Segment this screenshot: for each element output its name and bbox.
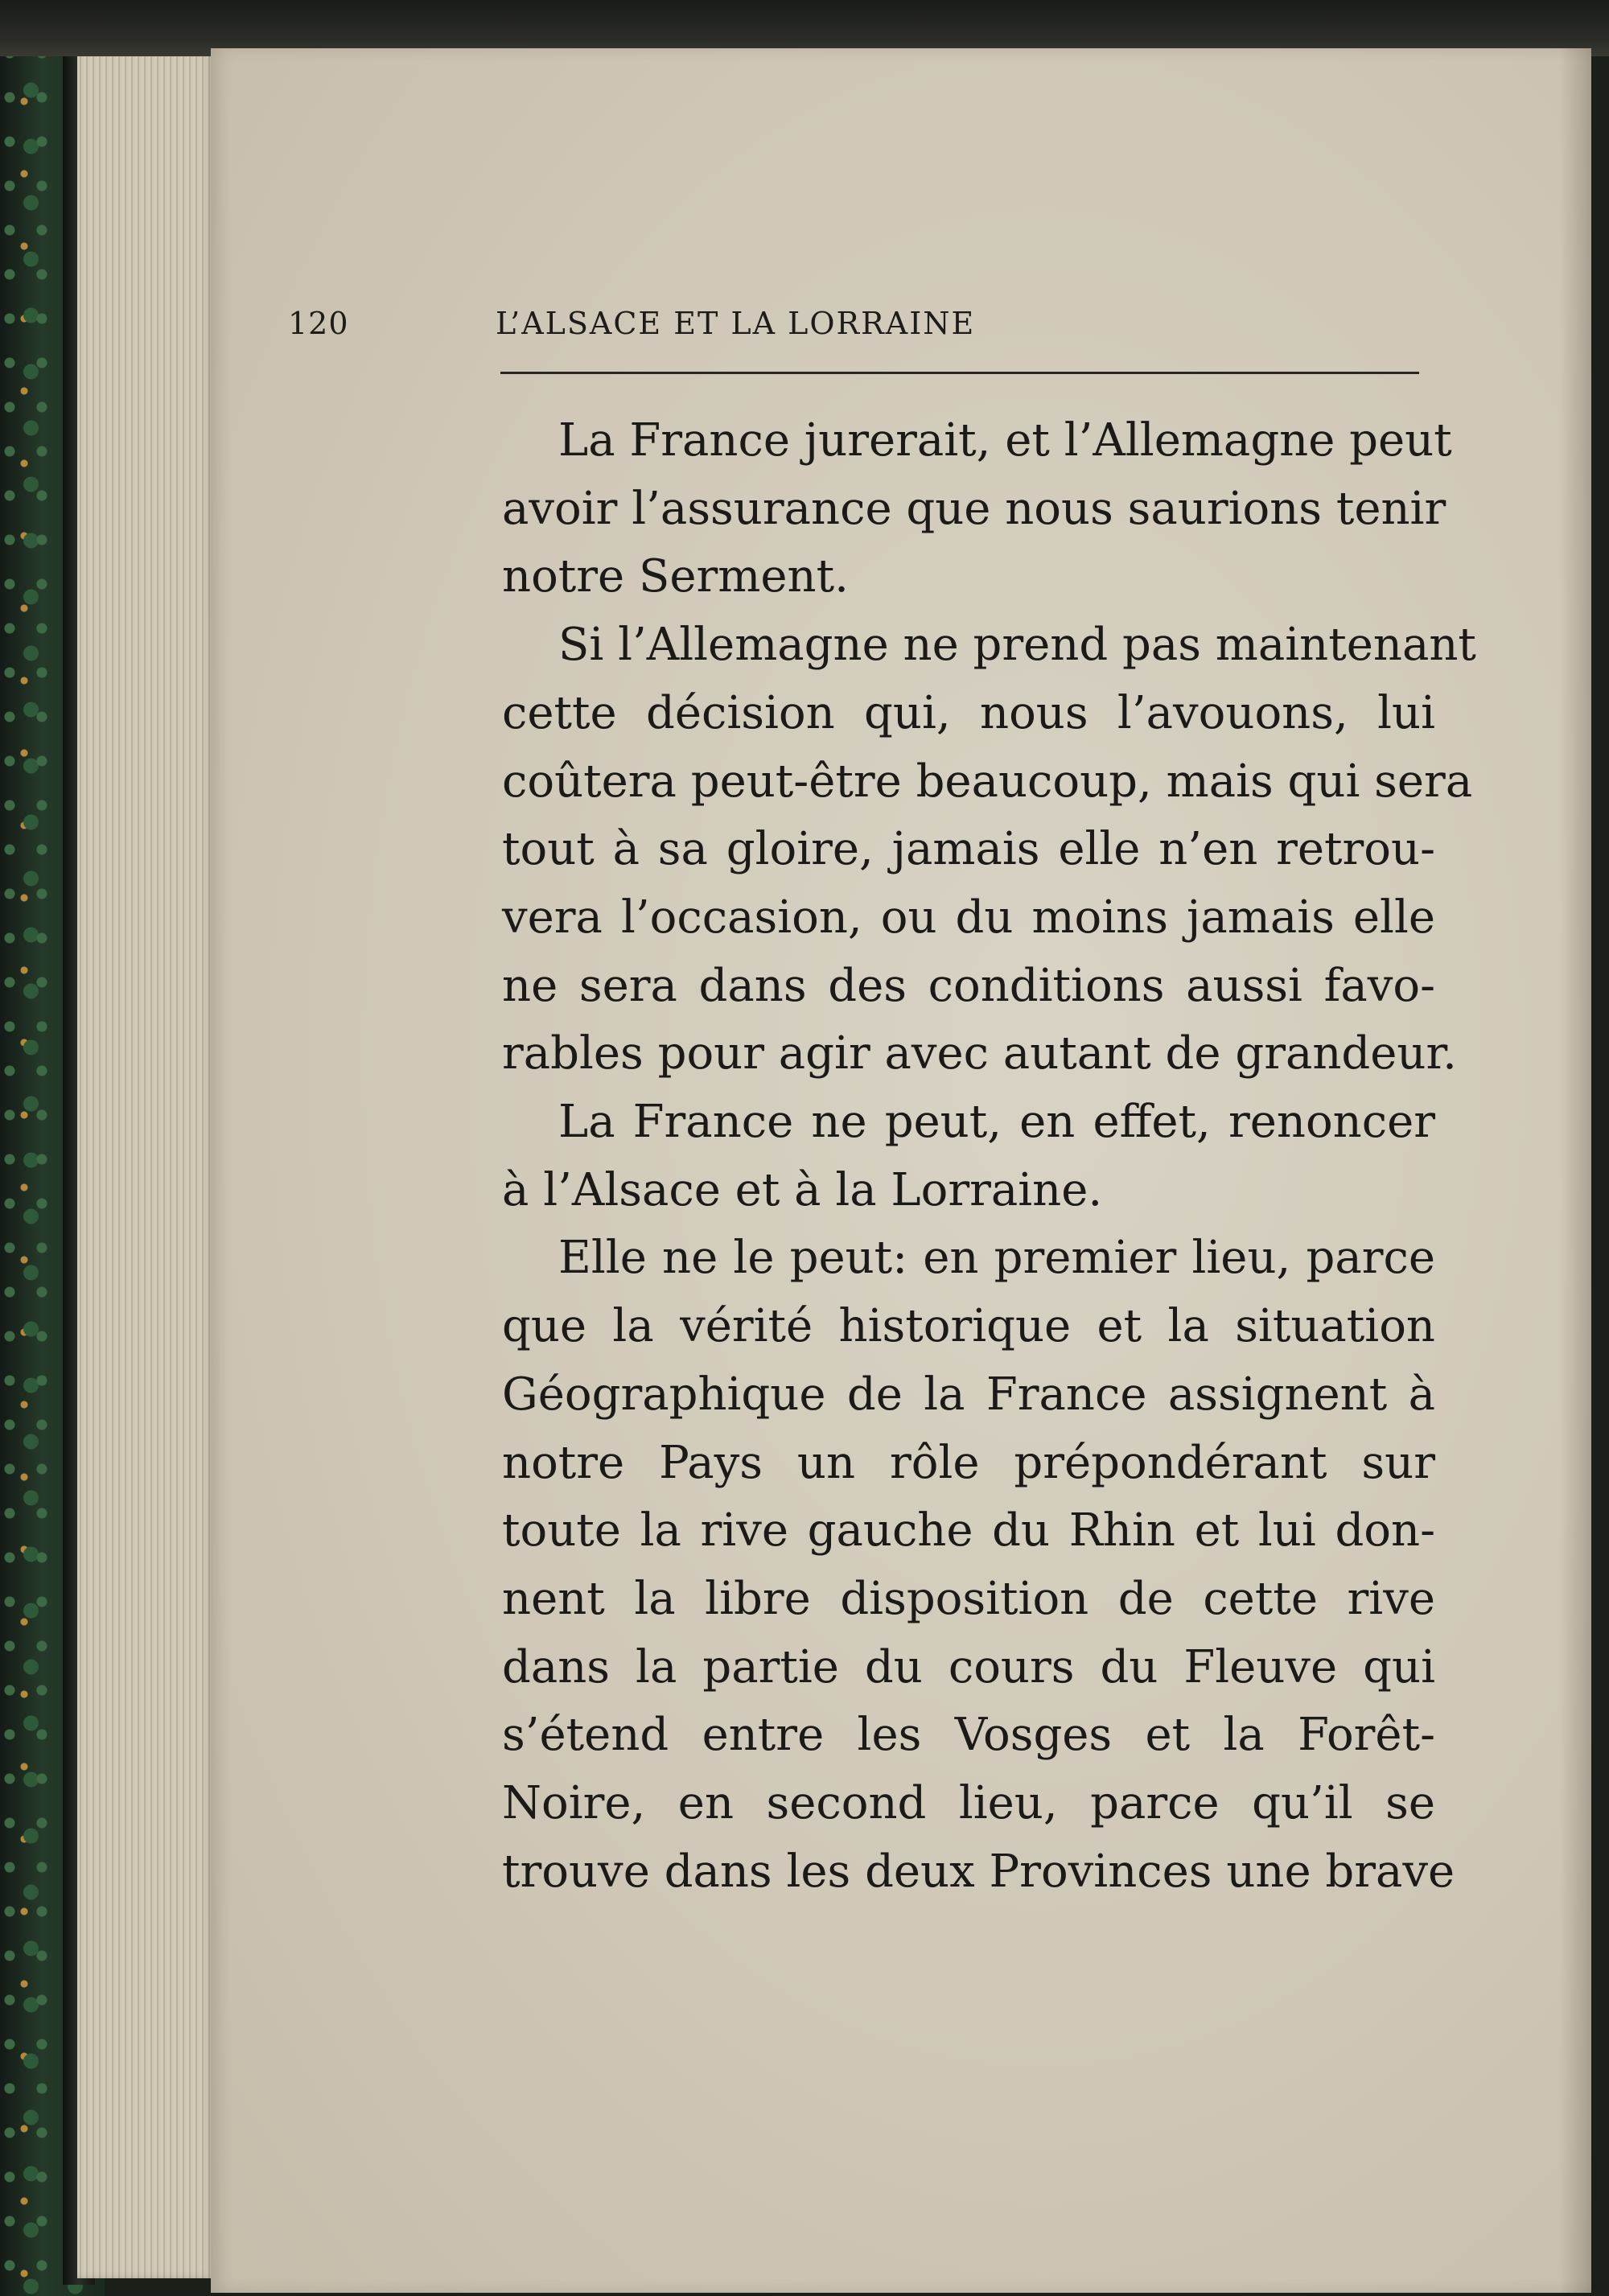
text-line: coûtera peut-être beaucoup, mais qui sera [502,755,1473,808]
running-title: L’ALSACE ET LA LORRAINE [496,306,976,341]
text-line: avoir l’assurance que nous saurions tenir [502,482,1446,535]
text-line: ne sera dans des conditions aussi favo- [502,959,1435,1012]
text-line: Géographique de la France assignent à [502,1368,1435,1421]
text-line: La France ne peut, en effet, renoncer [558,1096,1435,1149]
page-fold-shadow [1559,48,1591,2293]
body-text [502,407,1476,1906]
text-line: vera l’occasion, ou du moins jamais elle [502,891,1435,944]
paragraph [502,611,1476,1088]
text-line: que la vérité historique et la situation [502,1300,1435,1353]
text-line: toute la rive gauche du Rhin et lui don- [502,1504,1435,1557]
text-line: à l’Alsace et à la Lorraine. [502,1163,1103,1216]
paragraph [502,1224,1455,1906]
text-line: notre Pays un rôle prépondérant sur [502,1436,1435,1489]
text-line: Elle ne le peut: en premier lieu, parce [558,1232,1435,1285]
running-header [288,298,1414,346]
text-line: La France jurerait, et l’Allemagne peut [558,414,1452,467]
text-line: trouve dans les deux Provinces une brave [502,1845,1455,1898]
text-line: tout à sa gloire, jamais elle n’en retrou- [502,823,1435,876]
text-line: cette décision qui, nous l’avouons, lui [502,686,1435,739]
page-edges [77,50,214,2278]
paragraph [502,1088,1435,1224]
text-line: notre Serment. [502,550,849,603]
header-rule [500,372,1419,374]
text-line: s’étend entre les Vosges et la Forêt- [502,1709,1435,1762]
text-line: rables pour agir avec autant de grandeur. [502,1027,1457,1080]
page-number: 120 [288,306,349,341]
text-line: Noire, en second lieu, parce qu’il se [502,1777,1435,1830]
text-line: Si l’Allemagne ne prend pas maintenant [558,619,1476,672]
text-line: nent la libre disposition de cette rive [502,1572,1435,1625]
paragraph [502,407,1452,611]
text-line: dans la partie du cours du Fleuve qui [502,1640,1435,1693]
